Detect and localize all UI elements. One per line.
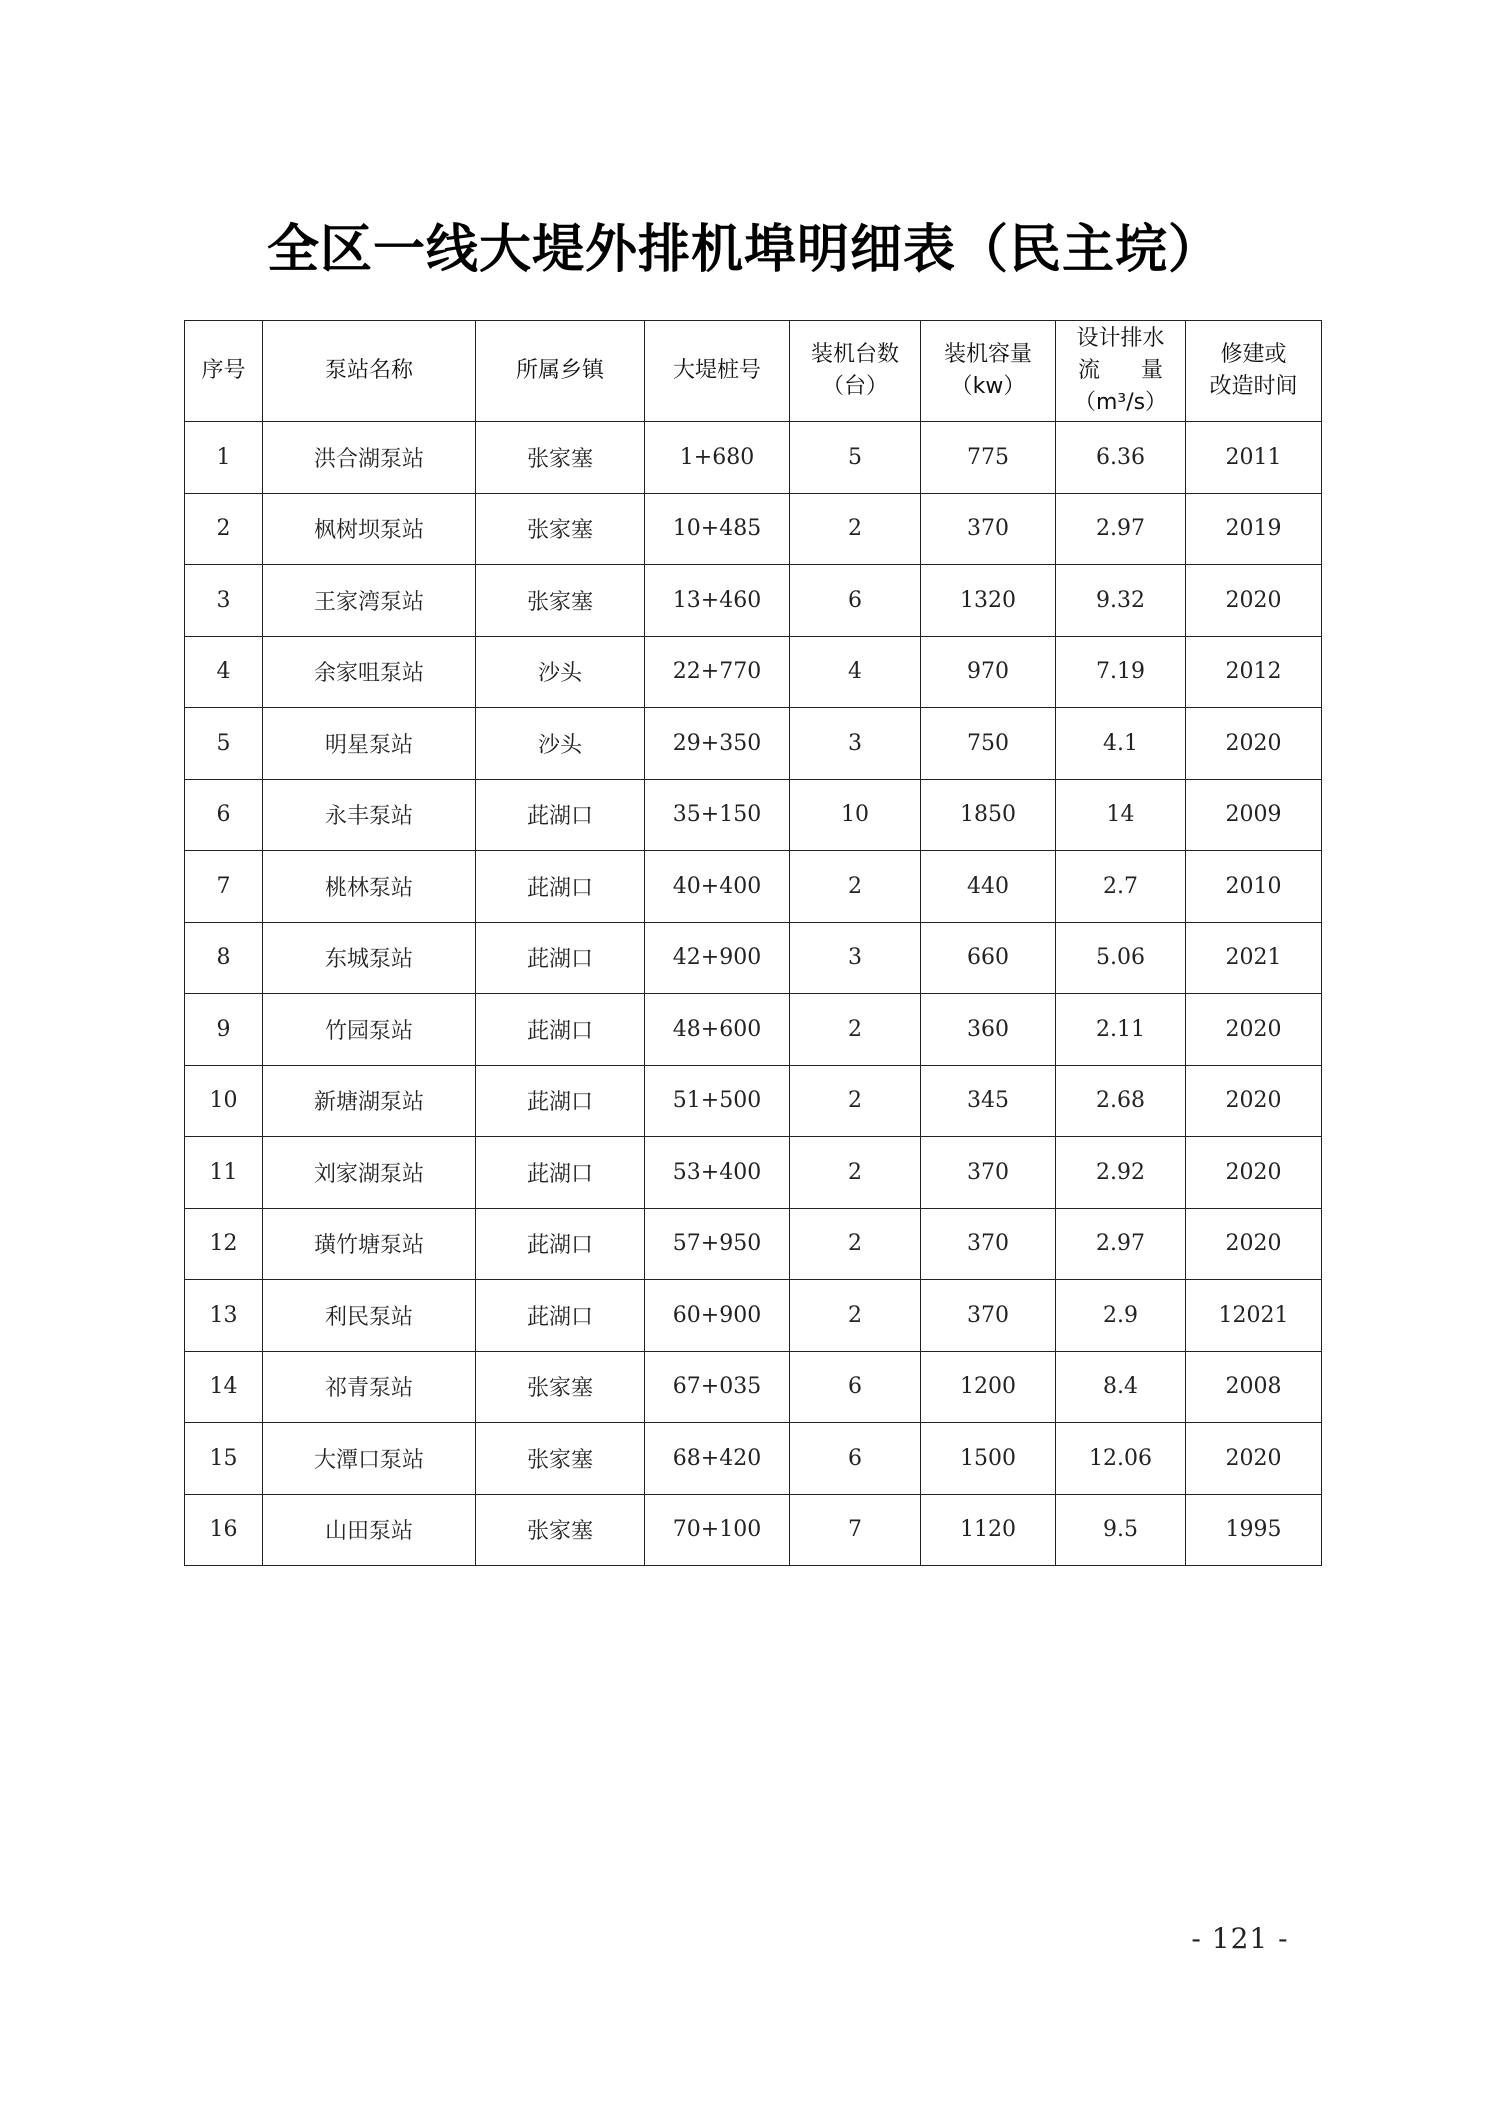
pump-station-table <box>184 320 1322 1566</box>
cell-station-name: 余家咀泵站 <box>263 636 476 708</box>
cell-township: 茈湖口 <box>476 1137 645 1209</box>
cell-seq: 11 <box>185 1137 263 1209</box>
cell-township: 沙头 <box>476 636 645 708</box>
header-capacity: 装机容量 （kw） <box>921 321 1056 422</box>
cell-capacity: 1120 <box>921 1494 1056 1566</box>
cell-township: 张家塞 <box>476 493 645 565</box>
cell-stake: 68+420 <box>645 1423 790 1495</box>
cell-township: 茈湖口 <box>476 851 645 923</box>
cell-capacity: 750 <box>921 708 1056 780</box>
table-row <box>185 636 1322 708</box>
cell-capacity: 370 <box>921 1280 1056 1352</box>
cell-units: 2 <box>790 493 921 565</box>
cell-capacity: 970 <box>921 636 1056 708</box>
cell-year: 2020 <box>1186 1065 1322 1137</box>
cell-year: 12021 <box>1186 1280 1322 1352</box>
cell-station-name: 王家湾泵站 <box>263 565 476 637</box>
cell-year: 2010 <box>1186 851 1322 923</box>
header-stake: 大堤桩号 <box>645 321 790 422</box>
cell-flow: 9.32 <box>1056 565 1186 637</box>
cell-units: 10 <box>790 779 921 851</box>
cell-station-name: 竹园泵站 <box>263 994 476 1066</box>
cell-township: 张家塞 <box>476 565 645 637</box>
cell-flow: 7.19 <box>1056 636 1186 708</box>
cell-station-name: 明星泵站 <box>263 708 476 780</box>
cell-flow: 2.7 <box>1056 851 1186 923</box>
cell-units: 4 <box>790 636 921 708</box>
cell-year: 2011 <box>1186 422 1322 494</box>
cell-year: 2020 <box>1186 708 1322 780</box>
cell-capacity: 370 <box>921 493 1056 565</box>
cell-seq: 1 <box>185 422 263 494</box>
cell-seq: 14 <box>185 1351 263 1423</box>
table-row <box>185 922 1322 994</box>
cell-seq: 10 <box>185 1065 263 1137</box>
cell-seq: 3 <box>185 565 263 637</box>
cell-seq: 4 <box>185 636 263 708</box>
table-row <box>185 1137 1322 1209</box>
cell-seq: 6 <box>185 779 263 851</box>
cell-capacity: 370 <box>921 1137 1056 1209</box>
cell-township: 茈湖口 <box>476 1280 645 1352</box>
document-title: 全区一线大堤外排机埠明细表（民主垸） <box>266 219 1221 280</box>
cell-stake: 57+950 <box>645 1208 790 1280</box>
table-row <box>185 1280 1322 1352</box>
cell-units: 2 <box>790 851 921 923</box>
cell-seq: 5 <box>185 708 263 780</box>
table-row <box>185 422 1322 494</box>
cell-station-name: 山田泵站 <box>263 1494 476 1566</box>
cell-seq: 13 <box>185 1280 263 1352</box>
cell-capacity: 775 <box>921 422 1056 494</box>
cell-station-name: 新塘湖泵站 <box>263 1065 476 1137</box>
cell-stake: 48+600 <box>645 994 790 1066</box>
cell-capacity: 370 <box>921 1208 1056 1280</box>
cell-year: 2009 <box>1186 779 1322 851</box>
cell-station-name: 大潭口泵站 <box>263 1423 476 1495</box>
header-year: 修建或 改造时间 <box>1186 321 1322 422</box>
cell-units: 2 <box>790 1280 921 1352</box>
cell-township: 张家塞 <box>476 1351 645 1423</box>
header-units: 装机台数 （台） <box>790 321 921 422</box>
cell-seq: 12 <box>185 1208 263 1280</box>
table-row <box>185 565 1322 637</box>
cell-stake: 10+485 <box>645 493 790 565</box>
cell-seq: 15 <box>185 1423 263 1495</box>
cell-station-name: 东城泵站 <box>263 922 476 994</box>
cell-township: 茈湖口 <box>476 779 645 851</box>
cell-units: 6 <box>790 1351 921 1423</box>
cell-station-name: 洪合湖泵站 <box>263 422 476 494</box>
cell-stake: 13+460 <box>645 565 790 637</box>
cell-year: 2020 <box>1186 565 1322 637</box>
table-row <box>185 708 1322 780</box>
cell-seq: 7 <box>185 851 263 923</box>
cell-year: 2021 <box>1186 922 1322 994</box>
cell-township: 茈湖口 <box>476 1208 645 1280</box>
cell-flow: 2.9 <box>1056 1280 1186 1352</box>
cell-units: 5 <box>790 422 921 494</box>
cell-station-name: 刘家湖泵站 <box>263 1137 476 1209</box>
cell-township: 张家塞 <box>476 1494 645 1566</box>
header-seq: 序号 <box>185 321 263 422</box>
cell-year: 2020 <box>1186 1423 1322 1495</box>
cell-units: 2 <box>790 1065 921 1137</box>
page-number: - 121 - <box>1191 1922 1289 1955</box>
cell-units: 3 <box>790 922 921 994</box>
cell-township: 茈湖口 <box>476 1065 645 1137</box>
cell-township: 茈湖口 <box>476 922 645 994</box>
cell-township: 张家塞 <box>476 422 645 494</box>
cell-stake: 67+035 <box>645 1351 790 1423</box>
header-township: 所属乡镇 <box>476 321 645 422</box>
cell-flow: 2.97 <box>1056 1208 1186 1280</box>
cell-station-name: 璜竹塘泵站 <box>263 1208 476 1280</box>
cell-stake: 35+150 <box>645 779 790 851</box>
table-row <box>185 1208 1322 1280</box>
table-row <box>185 1351 1322 1423</box>
cell-flow: 2.11 <box>1056 994 1186 1066</box>
cell-capacity: 440 <box>921 851 1056 923</box>
cell-flow: 2.92 <box>1056 1137 1186 1209</box>
table-row <box>185 1423 1322 1495</box>
cell-seq: 2 <box>185 493 263 565</box>
cell-flow: 12.06 <box>1056 1423 1186 1495</box>
cell-year: 2020 <box>1186 1208 1322 1280</box>
cell-stake: 51+500 <box>645 1065 790 1137</box>
cell-flow: 4.1 <box>1056 708 1186 780</box>
cell-station-name: 利民泵站 <box>263 1280 476 1352</box>
cell-stake: 53+400 <box>645 1137 790 1209</box>
table-row <box>185 851 1322 923</box>
cell-flow: 2.97 <box>1056 493 1186 565</box>
table-body <box>185 422 1322 1566</box>
cell-capacity: 360 <box>921 994 1056 1066</box>
cell-year: 2020 <box>1186 1137 1322 1209</box>
table-row <box>185 493 1322 565</box>
cell-stake: 70+100 <box>645 1494 790 1566</box>
header-flow: 设计排水 流 量 （m³/s） <box>1056 321 1186 422</box>
cell-units: 2 <box>790 994 921 1066</box>
table-row <box>185 779 1322 851</box>
cell-stake: 22+770 <box>645 636 790 708</box>
cell-year: 2020 <box>1186 994 1322 1066</box>
header-station-name: 泵站名称 <box>263 321 476 422</box>
cell-capacity: 1200 <box>921 1351 1056 1423</box>
cell-capacity: 1320 <box>921 565 1056 637</box>
cell-year: 2008 <box>1186 1351 1322 1423</box>
cell-capacity: 345 <box>921 1065 1056 1137</box>
cell-station-name: 桃林泵站 <box>263 851 476 923</box>
cell-stake: 60+900 <box>645 1280 790 1352</box>
table-row <box>185 1494 1322 1566</box>
table-row <box>185 994 1322 1066</box>
cell-flow: 5.06 <box>1056 922 1186 994</box>
cell-stake: 42+900 <box>645 922 790 994</box>
cell-stake: 29+350 <box>645 708 790 780</box>
cell-units: 2 <box>790 1137 921 1209</box>
cell-township: 茈湖口 <box>476 994 645 1066</box>
cell-stake: 1+680 <box>645 422 790 494</box>
cell-station-name: 永丰泵站 <box>263 779 476 851</box>
cell-station-name: 枫树坝泵站 <box>263 493 476 565</box>
table-header-row <box>185 321 1322 422</box>
cell-flow: 6.36 <box>1056 422 1186 494</box>
cell-station-name: 祁青泵站 <box>263 1351 476 1423</box>
cell-units: 2 <box>790 1208 921 1280</box>
cell-township: 沙头 <box>476 708 645 780</box>
cell-seq: 16 <box>185 1494 263 1566</box>
cell-units: 3 <box>790 708 921 780</box>
cell-seq: 9 <box>185 994 263 1066</box>
cell-year: 1995 <box>1186 1494 1322 1566</box>
cell-seq: 8 <box>185 922 263 994</box>
cell-capacity: 1850 <box>921 779 1056 851</box>
cell-township: 张家塞 <box>476 1423 645 1495</box>
cell-capacity: 660 <box>921 922 1056 994</box>
cell-stake: 40+400 <box>645 851 790 923</box>
cell-capacity: 1500 <box>921 1423 1056 1495</box>
cell-year: 2019 <box>1186 493 1322 565</box>
cell-units: 6 <box>790 1423 921 1495</box>
cell-flow: 9.5 <box>1056 1494 1186 1566</box>
cell-units: 6 <box>790 565 921 637</box>
cell-units: 7 <box>790 1494 921 1566</box>
cell-flow: 8.4 <box>1056 1351 1186 1423</box>
table-row <box>185 1065 1322 1137</box>
cell-flow: 14 <box>1056 779 1186 851</box>
cell-year: 2012 <box>1186 636 1322 708</box>
cell-flow: 2.68 <box>1056 1065 1186 1137</box>
